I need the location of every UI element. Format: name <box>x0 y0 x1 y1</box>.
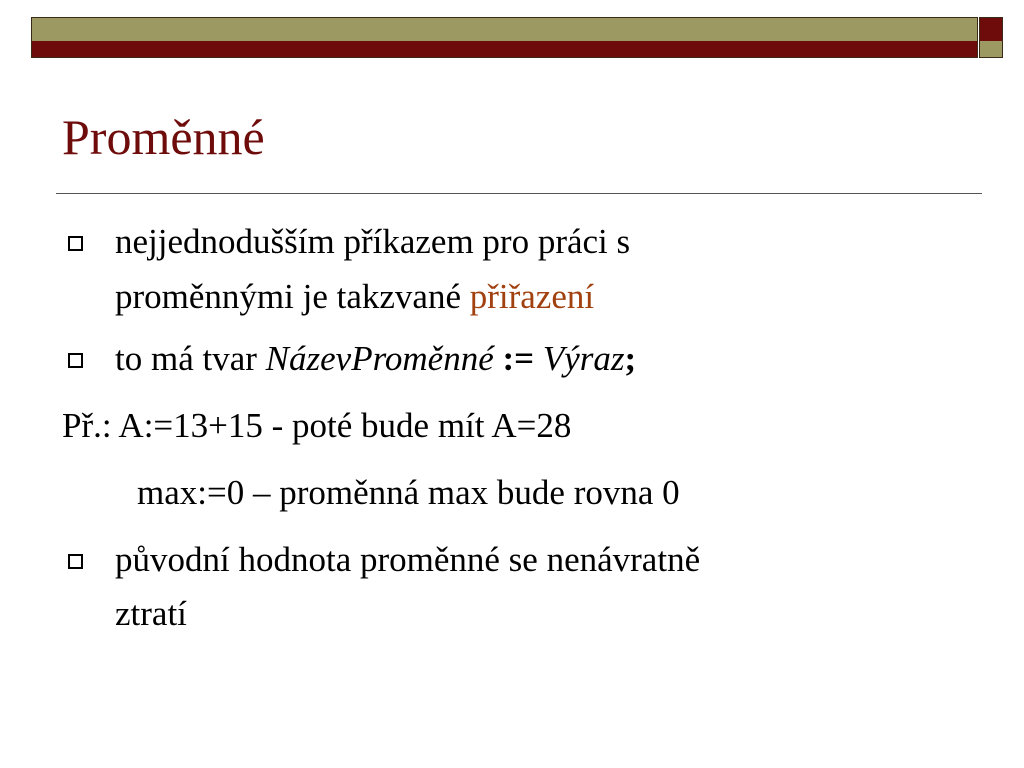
hollow-square-icon <box>68 554 83 569</box>
assignment-operator: := <box>502 339 535 378</box>
bullet-2-line <box>115 339 636 379</box>
bullet-1-line-1: nejjednodušším příkazem pro práci s <box>115 222 631 261</box>
slide-title: Proměnné <box>62 109 265 165</box>
hollow-square-icon <box>68 236 83 251</box>
bullet-1-text: proměnnými je takzvané <box>115 277 470 316</box>
example-line-2: max:=0 – proměnná max bude rovna 0 <box>137 473 680 512</box>
bullet-3-line-1: původní hodnota proměnné se nenávratně <box>115 540 701 579</box>
space <box>534 339 543 378</box>
bullet-3-line-2: ztratí <box>115 594 187 633</box>
semicolon: ; <box>624 339 637 378</box>
example-line-1: Př.: A:=13+15 - poté bude mít A=28 <box>62 406 572 445</box>
title-underline <box>56 193 982 194</box>
highlighted-term: přiřazení <box>469 277 595 316</box>
header-bar-outline <box>31 17 978 58</box>
hollow-square-icon <box>68 353 83 368</box>
expression-term: Výraz <box>542 339 625 378</box>
bullet-2-prefix: to má tvar <box>115 339 266 378</box>
space <box>494 339 503 378</box>
variable-name-term: NázevProměnné <box>265 339 494 378</box>
bullet-1-line-2 <box>115 277 594 317</box>
corner-square-outline <box>979 17 1003 58</box>
